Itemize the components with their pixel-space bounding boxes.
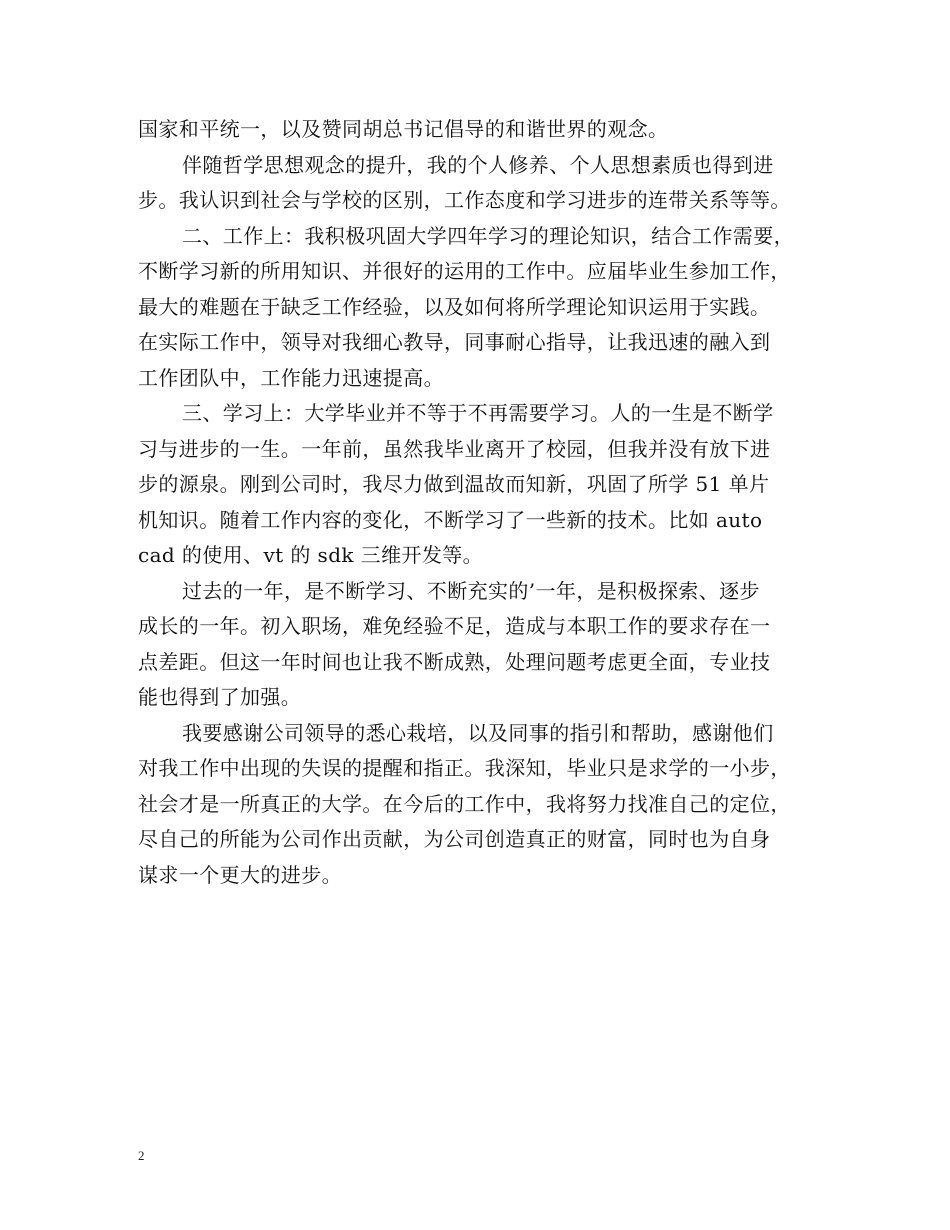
page-number: 2 bbox=[138, 1148, 145, 1163]
text-line: 不断学习新的所用知识、并很好的运用的工作中。应届毕业生参加工作， bbox=[138, 259, 791, 283]
paragraph-start-line: 二、工作上：我积极巩固大学四年学习的理论知识，结合工作需要， bbox=[182, 223, 794, 248]
text-line: 步。我认识到社会与学校的区别，工作态度和学习进步的连带关系等等。 bbox=[138, 188, 791, 212]
text-line: 能也得到了加强。 bbox=[138, 685, 302, 709]
text-line: 谋求一个更大的进步。 bbox=[138, 862, 342, 887]
text-line: 步的源泉。刚到公司时，我尽力做到温故而知新，巩固了所学 51 单片 bbox=[138, 472, 770, 496]
paragraph-start-line: 伴随哲学思想观念的提升，我的个人修养、个人思想素质也得到进 bbox=[182, 152, 774, 177]
text-line: 机知识。随着工作内容的变化，不断学习了一些新的技术。比如 auto bbox=[138, 507, 763, 532]
text-line: 社会才是一所真正的大学。在今后的工作中，我将努力找准自己的定位， bbox=[138, 791, 791, 816]
text-line: 尽自己的所能为公司作出贡献，为公司创造真正的财富，同时也为自身 bbox=[138, 827, 771, 851]
text-line: 成长的一年。初入职场，难免经验不足，造成与本职工作的要求存在一 bbox=[138, 614, 771, 638]
text-line: 点差距。但这一年时间也让我不断成熟，处理问题考虑更全面，专业技 bbox=[138, 649, 771, 674]
text-line: 在实际工作中，领导对我细心教导，同事耐心指导，让我迅速的融入到 bbox=[138, 330, 771, 354]
text-line: 国家和平统一，以及赞同胡总书记倡导的和谐世界的观念。 bbox=[138, 117, 669, 141]
paragraph-start-line: 过去的一年，是不断学习、不断充实的’一年，是积极探索、逐步 bbox=[182, 578, 760, 603]
text-line: 工作团队中，工作能力迅速提高。 bbox=[138, 365, 444, 390]
text-line: 对我工作中出现的失误的提醒和指正。我深知，毕业只是求学的一小步， bbox=[138, 756, 791, 780]
text-line: cad 的使用、vt 的 sdk 三维开发等。 bbox=[138, 543, 484, 567]
paragraph-start-line: 三、学习上：大学毕业并不等于不再需要学习。人的一生是不断学 bbox=[182, 401, 774, 425]
text-line: 习与进步的一生。一年前，虽然我毕业离开了校园，但我并没有放下进 bbox=[138, 436, 771, 461]
paragraph-start-line: 我要感谢公司领导的悉心栽培，以及同事的指引和帮助，感谢他们 bbox=[182, 720, 774, 745]
text-line: 最大的难题在于缺乏工作经验，以及如何将所学理论知识运用于实践。 bbox=[138, 294, 771, 319]
document-body bbox=[138, 112, 814, 893]
